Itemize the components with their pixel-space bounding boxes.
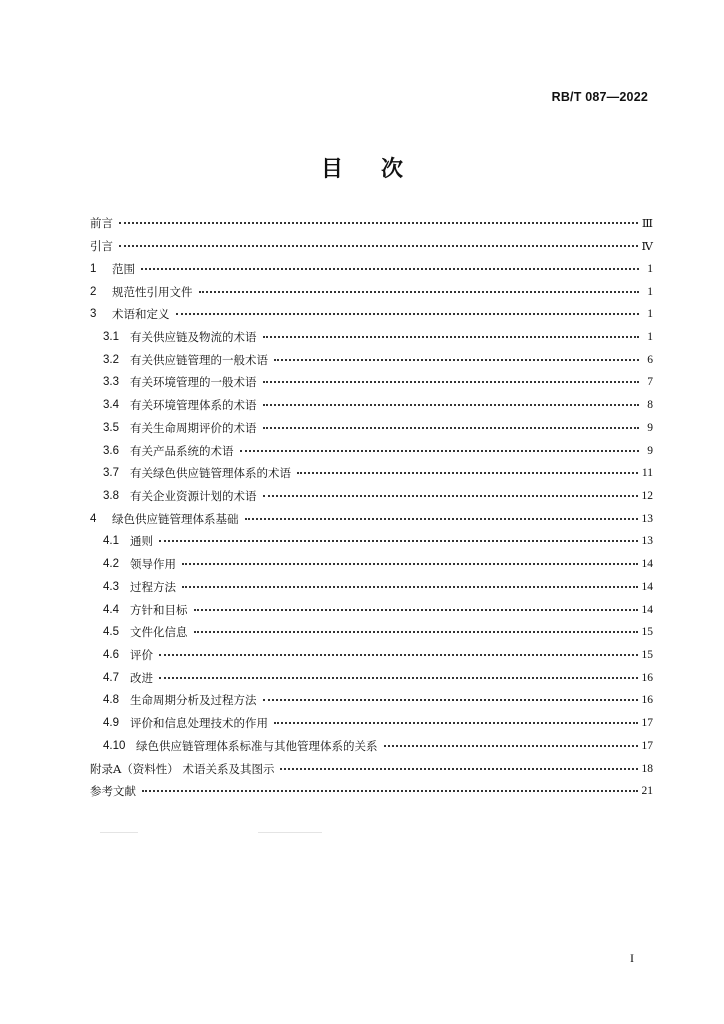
toc-entry[interactable] bbox=[90, 689, 653, 712]
toc-entry-title: 术语和定义 bbox=[112, 307, 170, 322]
toc-leader-dots bbox=[119, 214, 638, 224]
toc-entry-page: 12 bbox=[641, 489, 653, 502]
toc-entry-number: 4.1 bbox=[103, 535, 119, 548]
toc-entry-number: 3.8 bbox=[103, 489, 119, 502]
toc-entry-title: 参考文献 bbox=[90, 784, 136, 799]
toc-entry[interactable] bbox=[90, 757, 653, 780]
toc-entry-title: 范围 bbox=[112, 261, 135, 276]
toc-leader-dots bbox=[159, 669, 638, 679]
toc-entry-page: 6 bbox=[647, 353, 653, 366]
toc-entry-page: 13 bbox=[641, 535, 653, 548]
toc-entry[interactable] bbox=[90, 780, 653, 803]
toc-entry-number: 3.5 bbox=[103, 421, 119, 434]
toc-leader-dots bbox=[159, 646, 638, 656]
toc-entry-page: 1 bbox=[647, 262, 653, 275]
toc-entry-number: 3.4 bbox=[103, 399, 119, 412]
toc-entry-number: 3.3 bbox=[103, 376, 119, 389]
toc-entry-number: 3.6 bbox=[103, 444, 119, 457]
toc-leader-dots bbox=[240, 442, 640, 452]
toc-entry-page: 9 bbox=[647, 444, 653, 457]
toc-entry-number: 3.2 bbox=[103, 353, 119, 366]
toc-entry-number: 4.5 bbox=[103, 626, 119, 639]
toc-leader-dots bbox=[297, 464, 638, 474]
toc-leader-dots bbox=[199, 283, 640, 293]
toc-entry[interactable] bbox=[90, 280, 653, 303]
toc-entry[interactable] bbox=[90, 621, 653, 644]
toc-entry-title: 附录A（资料性） 术语关系及其图示 bbox=[90, 761, 275, 776]
toc-entry-title: 引言 bbox=[90, 239, 113, 254]
toc-entry-title: 评价 bbox=[130, 648, 153, 663]
toc-entry[interactable] bbox=[90, 576, 653, 599]
toc-entry-page: 7 bbox=[647, 376, 653, 389]
toc-entry-number: 3 bbox=[90, 308, 97, 321]
toc-entry[interactable] bbox=[90, 666, 653, 689]
toc-entry-title: 前言 bbox=[90, 216, 113, 231]
toc-leader-dots bbox=[176, 305, 640, 315]
toc-entry[interactable] bbox=[90, 485, 653, 508]
toc-entry-number: 2 bbox=[90, 285, 97, 298]
table-of-contents bbox=[90, 212, 653, 803]
toc-entry-page: 15 bbox=[641, 649, 653, 662]
toc-entry-title: 规范性引用文件 bbox=[112, 284, 193, 299]
toc-entry-title: 领导作用 bbox=[130, 557, 176, 572]
toc-leader-dots bbox=[194, 601, 638, 611]
toc-entry-title: 通则 bbox=[130, 534, 153, 549]
toc-entry[interactable] bbox=[90, 735, 653, 758]
toc-entry-title: 有关供应链管理的一般术语 bbox=[130, 352, 268, 367]
toc-entry-number: 3.7 bbox=[103, 467, 119, 480]
toc-entry[interactable] bbox=[90, 598, 653, 621]
toc-leader-dots bbox=[263, 487, 638, 497]
toc-entry-number: 4.8 bbox=[103, 694, 119, 707]
toc-entry-page: 14 bbox=[641, 580, 653, 593]
toc-entry[interactable] bbox=[90, 712, 653, 735]
toc-entry[interactable] bbox=[90, 371, 653, 394]
toc-entry-page: 8 bbox=[647, 399, 653, 412]
toc-entry[interactable] bbox=[90, 439, 653, 462]
toc-entry-title: 有关供应链及物流的术语 bbox=[130, 329, 257, 344]
toc-entry-page: 17 bbox=[641, 717, 653, 730]
toc-leader-dots bbox=[280, 760, 637, 770]
toc-entry[interactable] bbox=[90, 553, 653, 576]
toc-entry-number: 4.9 bbox=[103, 717, 119, 730]
toc-leader-dots bbox=[159, 532, 638, 542]
toc-entry-page: 16 bbox=[641, 694, 653, 707]
toc-entry[interactable] bbox=[90, 644, 653, 667]
toc-leader-dots bbox=[194, 623, 638, 633]
toc-entry-page: 18 bbox=[641, 762, 653, 775]
toc-entry-number: 4.3 bbox=[103, 580, 119, 593]
toc-entry-title: 改进 bbox=[130, 670, 153, 685]
toc-leader-dots bbox=[384, 737, 638, 747]
toc-entry-number: 4.2 bbox=[103, 558, 119, 571]
toc-leader-dots bbox=[263, 419, 640, 429]
toc-entry-number: 4 bbox=[90, 512, 97, 525]
toc-entry-title: 绿色供应链管理体系基础 bbox=[112, 511, 239, 526]
toc-leader-dots bbox=[245, 510, 638, 520]
toc-entry[interactable] bbox=[90, 235, 653, 258]
toc-leader-dots bbox=[274, 714, 638, 724]
toc-entry-page: 21 bbox=[641, 785, 653, 798]
toc-leader-dots bbox=[142, 782, 638, 792]
toc-entry-page: 15 bbox=[641, 626, 653, 639]
toc-entry-title: 绿色供应链管理体系标准与其他管理体系的关系 bbox=[136, 738, 378, 753]
toc-entry-title: 过程方法 bbox=[130, 579, 176, 594]
toc-entry-page: 1 bbox=[647, 285, 653, 298]
toc-entry[interactable] bbox=[90, 348, 653, 371]
toc-entry-number: 4.4 bbox=[103, 603, 119, 616]
toc-leader-dots bbox=[141, 260, 639, 270]
toc-entry-page: Ⅳ bbox=[641, 241, 653, 254]
toc-entry-number: 1 bbox=[90, 262, 97, 275]
toc-entry-page: 9 bbox=[647, 421, 653, 434]
toc-entry-number: 4.10 bbox=[103, 739, 126, 752]
toc-entry-number: 4.7 bbox=[103, 671, 119, 684]
document-number: RB/T 087—2022 bbox=[551, 90, 648, 104]
toc-entry[interactable] bbox=[90, 212, 653, 235]
toc-entry-page: 11 bbox=[641, 467, 653, 480]
toc-entry-page: 13 bbox=[641, 512, 653, 525]
page-title: 目次 bbox=[320, 157, 441, 182]
toc-entry-title: 有关环境管理的一般术语 bbox=[130, 375, 257, 390]
toc-entry-title: 有关企业资源计划的术语 bbox=[130, 488, 257, 503]
toc-entry-title: 有关生命周期评价的术语 bbox=[130, 420, 257, 435]
toc-entry[interactable] bbox=[90, 303, 653, 326]
toc-leader-dots bbox=[263, 328, 640, 338]
toc-entry-number: 4.6 bbox=[103, 649, 119, 662]
toc-entry-title: 生命周期分析及过程方法 bbox=[130, 693, 257, 708]
toc-entry[interactable] bbox=[90, 394, 653, 417]
toc-leader-dots bbox=[263, 373, 640, 383]
toc-leader-dots bbox=[274, 351, 639, 361]
toc-entry-title: 有关产品系统的术语 bbox=[130, 443, 234, 458]
page-number: I bbox=[630, 951, 634, 965]
toc-leader-dots bbox=[119, 237, 638, 247]
toc-entry-title: 文件化信息 bbox=[130, 625, 188, 640]
toc-entry-title: 有关环境管理体系的术语 bbox=[130, 398, 257, 413]
toc-entry[interactable] bbox=[90, 416, 653, 439]
scan-artifact bbox=[100, 832, 138, 833]
toc-entry[interactable] bbox=[90, 462, 653, 485]
toc-entry[interactable] bbox=[90, 257, 653, 280]
toc-entry-page: 1 bbox=[647, 330, 653, 343]
toc-entry-page: Ⅲ bbox=[641, 218, 653, 231]
scan-artifact bbox=[258, 832, 322, 833]
toc-entry-title: 有关绿色供应链管理体系的术语 bbox=[130, 466, 291, 481]
toc-entry-page: 16 bbox=[641, 671, 653, 684]
toc-entry-page: 14 bbox=[641, 603, 653, 616]
toc-leader-dots bbox=[263, 691, 638, 701]
toc-leader-dots bbox=[263, 396, 640, 406]
toc-entry-page: 1 bbox=[647, 308, 653, 321]
toc-entry-title: 评价和信息处理技术的作用 bbox=[130, 716, 268, 731]
toc-leader-dots bbox=[182, 578, 638, 588]
toc-entry-number: 3.1 bbox=[103, 330, 119, 343]
toc-entry-page: 17 bbox=[641, 739, 653, 752]
toc-leader-dots bbox=[182, 555, 638, 565]
toc-entry-page: 14 bbox=[641, 558, 653, 571]
toc-entry[interactable] bbox=[90, 530, 653, 553]
toc-entry[interactable] bbox=[90, 507, 653, 530]
toc-entry[interactable] bbox=[90, 326, 653, 349]
toc-entry-title: 方针和目标 bbox=[130, 602, 188, 617]
